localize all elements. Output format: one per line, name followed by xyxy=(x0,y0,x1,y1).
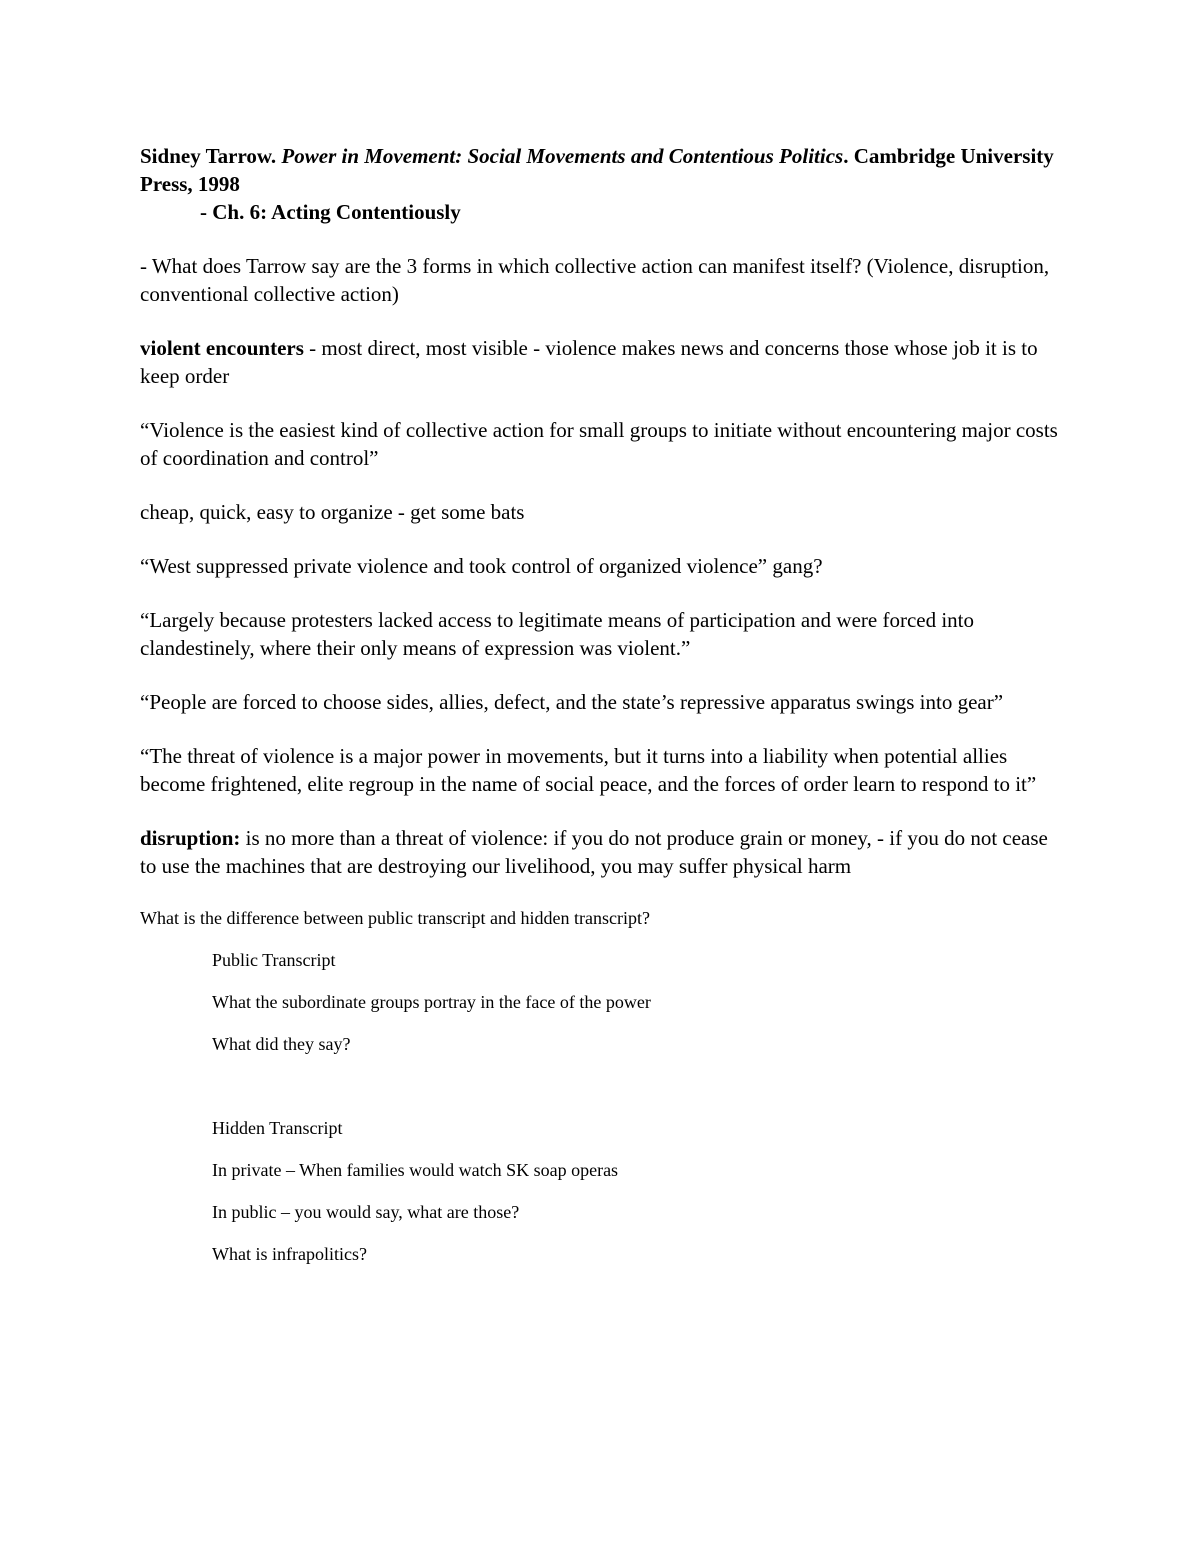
citation-author: Sidney Tarrow. xyxy=(140,144,277,168)
public-transcript-line: What did they say? xyxy=(212,1034,351,1054)
infrapolitics-question: What is infrapolitics? xyxy=(212,1244,367,1264)
note-cheap-quick: cheap, quick, easy to organize - get some bats xyxy=(140,500,525,524)
quote-west-suppressed: “West suppressed private violence and took control of organized violence” gang? xyxy=(140,554,823,578)
violent-encounters-note xyxy=(140,334,1060,390)
hidden-transcript-line: In private – When families would watch SK soap operas xyxy=(212,1160,619,1180)
hidden-transcript-section xyxy=(140,1116,1060,1266)
citation-title: Power in Movement: Social Movements and Contentious Politics xyxy=(281,144,844,168)
quote-violence-easiest: “Violence is the easiest kind of collective action for small groups to initiate without encountering major costs of coordination and control” xyxy=(140,418,1058,470)
quote-threat-of-violence: “The threat of violence is a major power in movements, but it turns into a liability when potential allies become frightened, elite regroup in the name of social peace, and the forces of order learn to respond to it” xyxy=(140,744,1037,796)
quote-choose-sides: “People are forced to choose sides, allies, defect, and the state’s repressive apparatus swings into gear” xyxy=(140,690,1004,714)
hidden-transcript-line: In public – you would say, what are those? xyxy=(212,1202,520,1222)
violent-encounters-term: violent encounters xyxy=(140,336,304,360)
chapter-heading: - Ch. 6: Acting Contentiously xyxy=(200,200,461,224)
disruption-note xyxy=(140,824,1060,880)
violent-encounters-text: - most direct, most visible - violence makes news and concerns those whose job it is to keep order xyxy=(140,336,1038,388)
quote-protesters: “Largely because protesters lacked access to legitimate means of participation and were forced into clandestinely, where their only means of expression was violent.” xyxy=(140,608,975,660)
disruption-text: is no more than a threat of violence: if you do not produce grain or money, - if you do not cease to use the machines that are destroying our livelihood, you may suffer physical harm xyxy=(140,826,1048,878)
citation-publisher: . Cambridge University Press, 1998 xyxy=(140,144,1054,196)
public-transcript-section xyxy=(140,948,1060,1056)
public-transcript-heading: Public Transcript xyxy=(212,950,336,970)
question-forms: - What does Tarrow say are the 3 forms in which collective action can manifest itself? (Violence, disruption, conventional collective action) xyxy=(140,254,1050,306)
document-body xyxy=(140,142,1060,1266)
question-transcripts: What is the difference between public transcript and hidden transcript? xyxy=(140,908,650,928)
disruption-term: disruption: xyxy=(140,826,241,850)
public-transcript-line: What the subordinate groups portray in the face of the power xyxy=(212,992,651,1012)
hidden-transcript-heading: Hidden Transcript xyxy=(212,1118,343,1138)
citation xyxy=(140,142,1060,198)
